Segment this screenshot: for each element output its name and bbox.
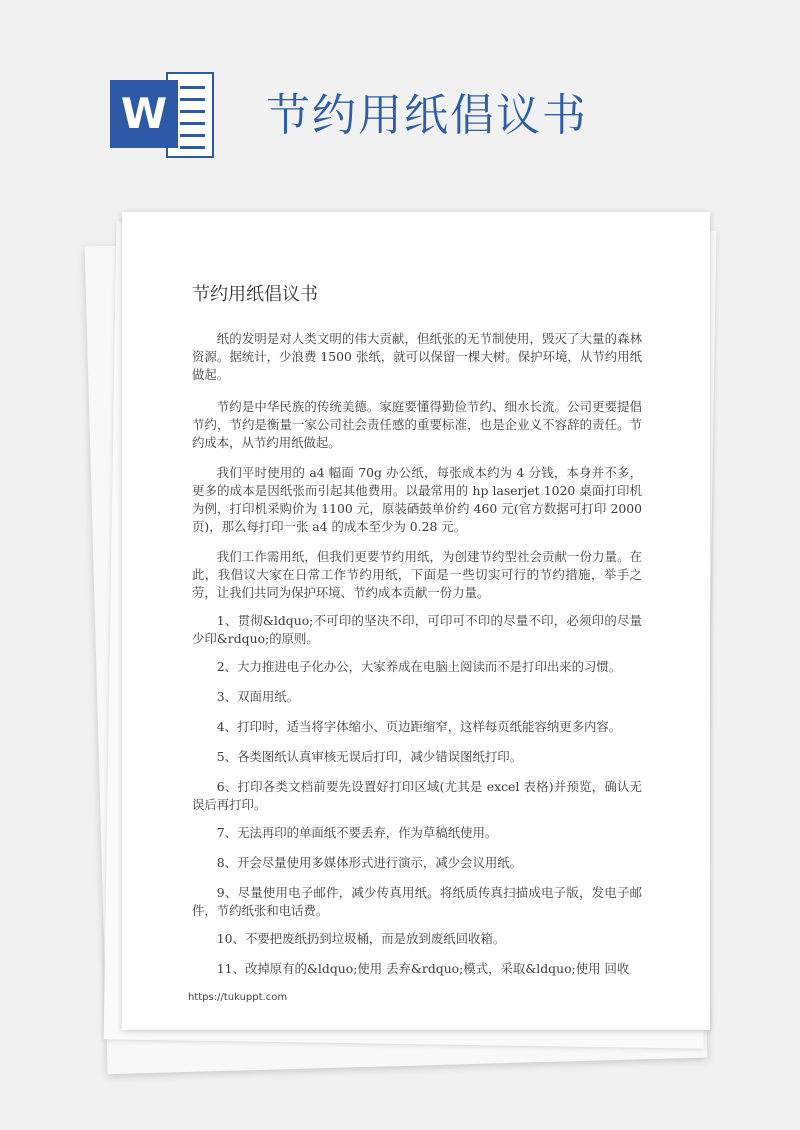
word-icon [110, 68, 218, 164]
measure-item-8: 8、开会尽量使用多媒体形式进行演示，减少会议用纸。 [216, 855, 523, 870]
paragraph-proposal: 我们工作需用纸，但我们更要节约用纸，为创建节约型社会贡献一份力量。在此，我倡议大家在日常工作节约用纸，下面是一些切实可行的节约措施，举手之劳，让我们共同为保护环境、节约成本贡献一份力量。 [192, 549, 642, 600]
document-title: 节约用纸倡议书 [192, 284, 318, 305]
paragraph-cost: 我们平时使用的 a4 幅面 70g 办公纸，每张成本约为 4 分钱，本身并不多，更多的成本是因纸张而引起其他费用。以最常用的 hp laserjet 1020 桌面打印机为例，打印机采购价为 1100 元，原装硒鼓单价约 460 元(官方数据可打印 2000 页)，那么每打印一张 a4 的成本至少为 0.28 元。 [192, 465, 642, 534]
measure-item-6: 6、打印各类文档前要先设置好打印区域(尤其是 excel 表格)并预览，确认无误后再打印。 [192, 779, 642, 812]
measure-item-1: 1、贯彻&ldquo;不可印的坚决不印，可印可不印的尽量不印，必须印的尽量少印&rdquo;的原则。 [192, 613, 642, 646]
document-page [122, 212, 710, 1030]
word-badge: W [110, 80, 178, 148]
measure-item-4: 4、打印时，适当将字体缩小、页边距缩窄，这样每页纸能容纳更多内容。 [216, 719, 622, 734]
measure-item-2: 2、大力推进电子化办公，大家养成在电脑上阅读而不是打印出来的习惯。 [216, 659, 622, 674]
measure-item-3: 3、双面用纸。 [216, 689, 300, 704]
header-title: 节约用纸倡议书 [266, 90, 588, 141]
paragraph-tradition: 节约是中华民族的传统美德。家庭要懂得勤俭节约、细水长流。公司更要提倡节约，节约是衡量一家公司社会责任感的重要标准，也是企业义不容辞的责任。节约成本，从节约用纸做起。 [192, 399, 642, 450]
measure-item-7: 7、无法再印的单面纸不要丢弃，作为草稿纸使用。 [216, 825, 498, 840]
footer-url: https://tukuppt.com [188, 992, 288, 1003]
paragraph-intro: 纸的发明是对人类文明的伟大贡献，但纸张的无节制使用，毁灭了大量的森林资源。据统计，少浪费 1500 张纸，就可以保留一棵大树。保护环境，从节约用纸做起。 [192, 331, 642, 382]
measure-item-11: 11、改掉原有的&ldquo;使用 丢弃&rdquo;模式，采取&ldquo;使用 回收 [216, 961, 630, 976]
measure-item-5: 5、各类图纸认真审核无误后打印，减少错误图纸打印。 [216, 749, 523, 764]
measure-item-10: 10、不要把废纸扔到垃圾桶，而是放到废纸回收箱。 [216, 931, 506, 946]
measure-item-9: 9、尽量使用电子邮件，减少传真用纸。将纸质传真扫描成电子版，发电子邮件，节约纸张和电话费。 [192, 885, 642, 918]
